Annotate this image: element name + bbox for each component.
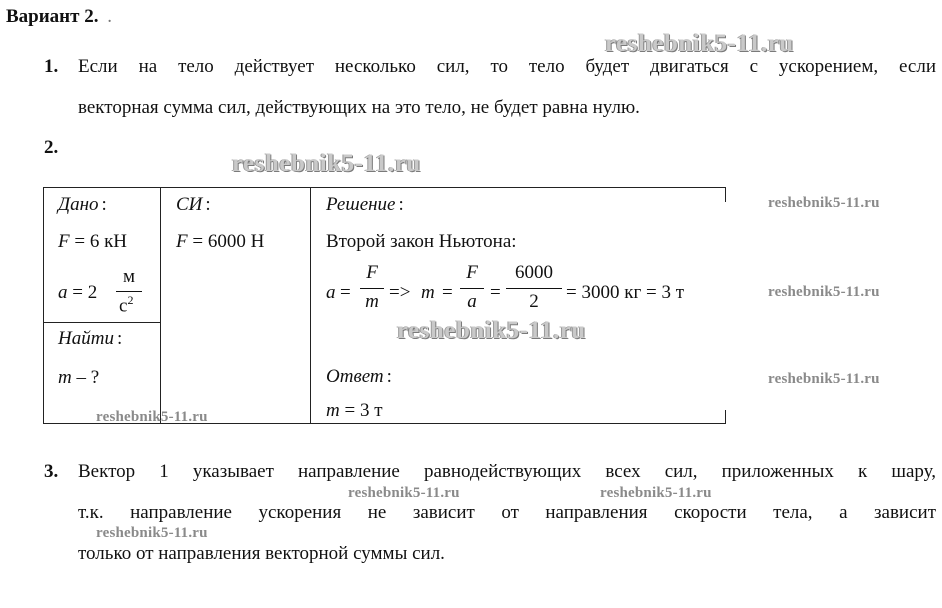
watermark-q3-b: reshebnik5-11.ru xyxy=(600,485,712,501)
watermark-right-1: reshebnik5-11.ru xyxy=(768,195,880,211)
watermark-q3-a: reshebnik5-11.ru xyxy=(348,485,460,501)
question-2-number: 2. xyxy=(44,137,59,158)
watermark-table-bottom: reshebnik5-11.ru xyxy=(96,409,208,425)
si-force: F = 6000 Н xyxy=(176,231,265,252)
question-3-line-3: только от направления векторной суммы сил. xyxy=(78,543,445,564)
answer-label: Ответ : xyxy=(326,366,392,387)
watermark-top: reshebnik5-11.ru xyxy=(605,30,794,57)
question-1-line-2: векторная сумма сил, действующих на это тело, не будет равна нулю. xyxy=(78,97,640,118)
find-variable: m – ? xyxy=(58,367,100,388)
watermark-right-3: reshebnik5-11.ru xyxy=(768,371,880,387)
formula-eq-3: = xyxy=(490,282,501,303)
watermark-right-2: reshebnik5-11.ru xyxy=(768,284,880,300)
table-top-border xyxy=(43,187,726,188)
question-3-line-1: Вектор 1 указывает направление равнодействующих всех сил, приложенных к шару, xyxy=(78,461,936,482)
formula-fraction-f-over-m: F m xyxy=(360,262,384,318)
formula-arrow: => xyxy=(389,282,411,303)
table-divider-given-find xyxy=(43,322,161,323)
watermark-table: reshebnik5-11.ru xyxy=(397,317,586,344)
question-3-number: 3. xyxy=(44,461,59,482)
si-label: СИ : xyxy=(176,194,211,215)
watermark-q3-c: reshebnik5-11.ru xyxy=(96,525,208,541)
formula-fraction-f-over-a: F a xyxy=(460,262,484,318)
formula-result: = 3000 кг = 3 т xyxy=(566,282,685,303)
formula-a: a xyxy=(326,282,336,303)
formula-eq-2: = xyxy=(442,282,453,303)
table-left-border xyxy=(43,187,44,424)
question-3-line-2: т.к. направление ускорения не зависит от направления скорости тела, а зависит xyxy=(78,502,936,523)
table-right-tick-bottom xyxy=(725,410,726,424)
table-divider-given-si xyxy=(160,187,161,424)
answer-value: m = 3 т xyxy=(326,400,383,421)
solution-label: Решение : xyxy=(326,194,404,215)
unit-denominator: $с^2$ xyxy=(119,293,134,317)
heading-mark: . xyxy=(107,6,112,27)
formula-fraction-6000-over-2: 6000 2 xyxy=(506,262,562,318)
question-1-number: 1. xyxy=(44,56,59,77)
newton-law-label: Второй закон Ньютона: xyxy=(326,231,517,252)
table-divider-si-solution xyxy=(310,187,311,424)
given-acceleration-unit xyxy=(116,266,142,318)
table-right-tick-top xyxy=(725,187,726,202)
formula-eq-1: = xyxy=(340,282,351,303)
watermark-q2: reshebnik5-11.ru xyxy=(232,150,421,177)
given-force: F = 6 кН xyxy=(58,231,128,252)
formula-m: m xyxy=(421,282,435,303)
given-acceleration: a = 2 xyxy=(58,282,98,303)
question-1-line-1: Если на тело действует несколько сил, то тело будет двигаться с ускорением, если xyxy=(78,56,936,77)
unit-numerator: м xyxy=(122,266,136,287)
given-label: Дано : xyxy=(58,194,107,215)
variant-heading xyxy=(6,6,112,28)
find-label: Найти : xyxy=(58,328,123,349)
variant-title: Вариант 2. xyxy=(6,6,99,27)
